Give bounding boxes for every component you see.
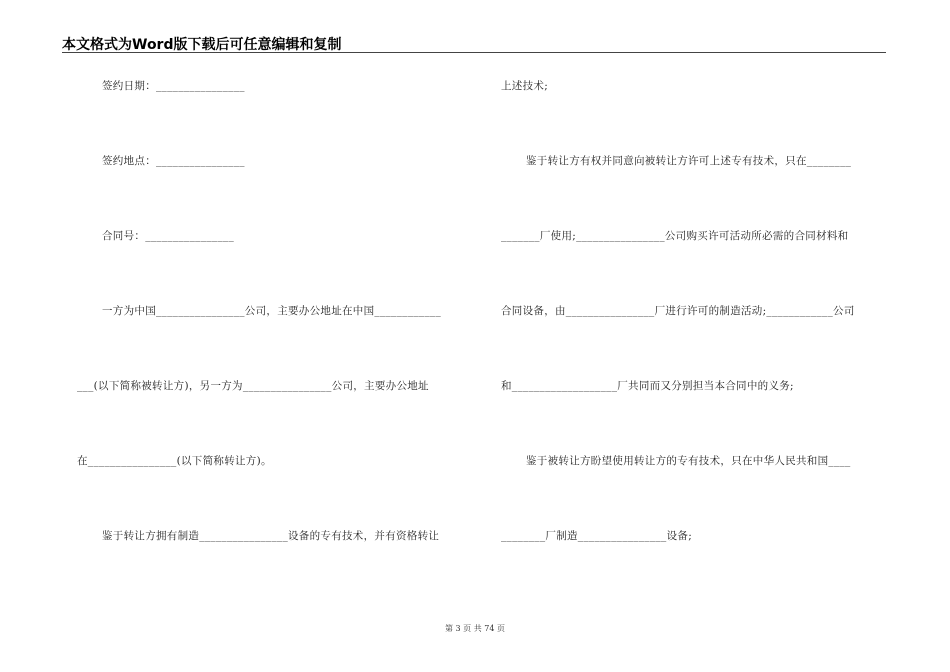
whereas-technology-line: 鉴于转让方拥有制造________________设备的专有技术，并有资格转让	[102, 530, 440, 542]
page-number-footer: 第 3 页 共 74 页	[445, 624, 505, 633]
technology-continuation-line: 上述技术;	[501, 80, 549, 92]
joint-obligations-line: 和___________________厂共同而又分别担当本合同中的义务;	[501, 380, 794, 392]
contract-number-line: 合同号：________________	[102, 230, 234, 242]
party-a-line: 一方为中国________________公司，主要办公地址在中国____________	[102, 305, 441, 317]
party-b-address-line: 在________________(以下简称转让方)。	[77, 455, 272, 467]
party-b-line: ___(以下简称被转让方)，另一方为________________公司，主要办公地址	[77, 380, 429, 392]
factory-usage-line: _______厂使用;________________公司购买许可活动所必需的合同材料和	[501, 230, 849, 242]
whereas-desire-line: 鉴于被转让方盼望使用转让方的专有技术，只在中华人民共和国____	[526, 455, 851, 467]
header-divider	[62, 52, 886, 53]
document-header-title: 本文格式为Word版下载后可任意编辑和复制	[62, 37, 342, 53]
contract-equipment-line: 合同设备，由________________厂进行许可的制造活动;____________公司	[501, 305, 855, 317]
signing-date-line: 签约日期：________________	[102, 80, 245, 92]
manufacture-equipment-line: ________厂制造________________设备;	[501, 530, 693, 542]
whereas-license-line: 鉴于转让方有权并同意向被转让方许可上述专有技术，只在________	[526, 155, 852, 167]
signing-place-line: 签约地点：________________	[102, 155, 245, 167]
